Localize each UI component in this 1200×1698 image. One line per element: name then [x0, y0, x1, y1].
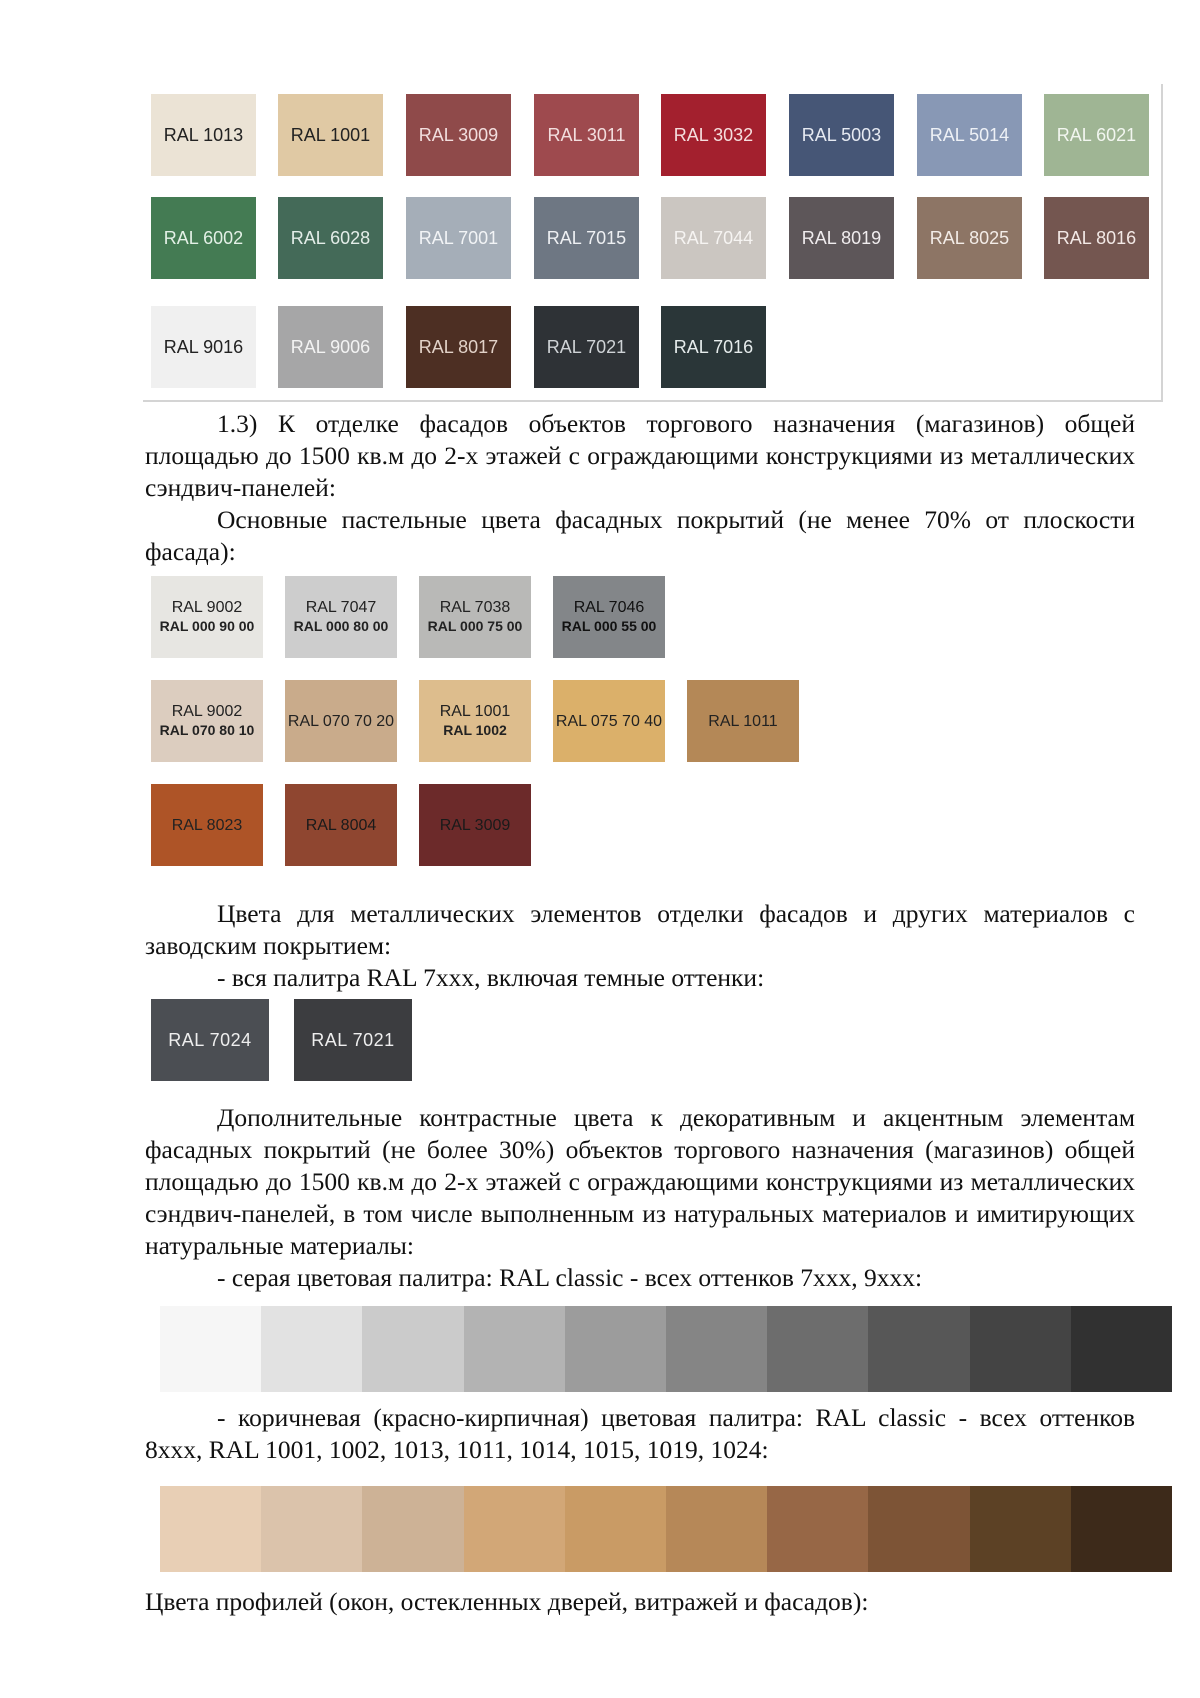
swatch-label: RAL 1011	[708, 712, 778, 730]
color-swatch	[151, 197, 256, 279]
gradient-segment	[767, 1486, 868, 1572]
gradient-segment	[1071, 1486, 1172, 1572]
swatch-sublabel: RAL 000 75 00	[427, 618, 523, 634]
swatch-label: RAL 6028	[290, 227, 371, 248]
swatch-label: RAL 1013	[163, 124, 244, 145]
swatch-label: RAL 7024	[168, 1029, 252, 1050]
gradient-segment	[362, 1306, 463, 1392]
swatch-label: RAL 9016	[163, 336, 244, 357]
color-swatch	[406, 306, 511, 388]
paragraph-metal-elements: Цвета для металлических элементов отделки фасадов и других материалов с заводским покрытием:	[145, 899, 1135, 960]
swatch-label: RAL 7046	[573, 599, 645, 616]
swatch-label: RAL 5014	[929, 124, 1010, 145]
color-swatch	[151, 999, 269, 1081]
gradient-segment	[666, 1486, 767, 1572]
grey-gradient-strip	[160, 1306, 1172, 1392]
swatch-label: RAL 6021	[1056, 124, 1137, 145]
color-swatch	[285, 576, 397, 658]
color-swatch	[406, 197, 511, 279]
color-swatch	[151, 306, 256, 388]
color-swatch	[661, 94, 766, 176]
gradient-segment	[970, 1486, 1071, 1572]
swatch-label: RAL 7047	[305, 599, 377, 616]
color-swatch	[278, 306, 383, 388]
color-swatch	[534, 306, 639, 388]
gradient-segment	[362, 1486, 463, 1572]
swatch-label: RAL 7021	[311, 1029, 395, 1050]
gradient-segment	[261, 1306, 362, 1392]
swatch-label: RAL 7044	[673, 227, 754, 248]
swatch-label: RAL 070 70 20	[287, 712, 395, 730]
swatch-label: RAL 3032	[673, 124, 754, 145]
swatch-label: RAL 3011	[547, 124, 626, 145]
gradient-segment	[565, 1486, 666, 1572]
swatch-label: RAL 8019	[801, 227, 882, 248]
swatch-label: RAL 9002	[171, 599, 243, 616]
color-swatch	[278, 197, 383, 279]
swatch-label: RAL 8016	[1056, 227, 1137, 248]
color-swatch	[151, 94, 256, 176]
swatch-label: RAL 3009	[418, 124, 499, 145]
color-swatch	[285, 784, 397, 866]
line-grey-palette: - серая цветовая палитра: RAL classic - всех оттенков 7xxx, 9xxx:	[217, 1263, 923, 1292]
swatch-sublabel: RAL 000 90 00	[159, 618, 255, 634]
color-swatch	[419, 680, 531, 762]
color-swatch	[553, 576, 665, 658]
gradient-segment	[160, 1486, 261, 1572]
color-swatch	[661, 197, 766, 279]
line-profile-colors: Цвета профилей (окон, остекленных дверей, витражей и фасадов):	[145, 1587, 869, 1616]
swatch-label: RAL 9002	[171, 703, 243, 720]
swatch-sublabel: RAL 070 80 10	[159, 722, 255, 738]
gradient-segment	[464, 1486, 565, 1572]
swatch-sublabel: RAL 000 55 00	[561, 618, 657, 634]
paragraph-main-colors: Основные пастельные цвета фасадных покрытий (не менее 70% от плоскости фасада):	[145, 505, 1135, 566]
gradient-segment	[261, 1486, 362, 1572]
color-swatch	[661, 306, 766, 388]
gradient-segment	[868, 1486, 969, 1572]
color-swatch	[1044, 94, 1149, 176]
gradient-segment	[970, 1306, 1071, 1392]
color-swatch	[151, 576, 263, 658]
paragraph-brown-palette: - коричневая (красно-кирпичная) цветовая палитра: RAL classic - всех оттенков 8xxx, RAL 1001, 1002, 1013, 1011, 1014, 1015, 1019, 1024:	[145, 1403, 1135, 1464]
color-swatch	[553, 680, 665, 762]
swatch-label: RAL 8023	[171, 816, 243, 834]
color-swatch	[419, 576, 531, 658]
swatch-label: RAL 9006	[290, 336, 371, 357]
color-swatch	[687, 680, 799, 762]
swatch-label: RAL 7015	[546, 227, 627, 248]
paragraph-1-3: 1.3) К отделке фасадов объектов торгового назначения (магазинов) общей площадью до 1500 кв.м до 2-х этажей с ограждающими конструкциями из металлических сэндвич-панелей:	[145, 409, 1135, 502]
swatch-label: RAL 3009	[439, 816, 511, 834]
color-swatch	[534, 197, 639, 279]
gradient-segment	[1071, 1306, 1172, 1392]
color-swatch	[294, 999, 412, 1081]
swatch-label: RAL 5003	[801, 124, 882, 145]
gradient-segment	[666, 1306, 767, 1392]
color-swatch	[917, 197, 1022, 279]
color-swatch	[419, 784, 531, 866]
color-swatch	[917, 94, 1022, 176]
gradient-segment	[565, 1306, 666, 1392]
swatch-label: RAL 1001	[439, 703, 511, 720]
gradient-segment	[767, 1306, 868, 1392]
gradient-segment	[160, 1306, 261, 1392]
swatch-label: RAL 8025	[929, 227, 1010, 248]
swatch-label: RAL 7021	[546, 336, 627, 357]
swatch-sublabel: RAL 000 80 00	[293, 618, 389, 634]
color-swatch	[406, 94, 511, 176]
color-swatch	[534, 94, 639, 176]
color-swatch	[151, 784, 263, 866]
gradient-segment	[464, 1306, 565, 1392]
color-swatch	[789, 94, 894, 176]
swatch-label: RAL 1001	[290, 124, 371, 145]
swatch-sublabel: RAL 1002	[443, 722, 507, 738]
line-ral-7xxx: - вся палитра RAL 7xxx, включая темные оттенки:	[217, 963, 765, 992]
color-swatch	[1044, 197, 1149, 279]
swatch-label: RAL 8017	[418, 336, 499, 357]
gradient-segment	[868, 1306, 969, 1392]
brown-gradient-strip	[160, 1486, 1172, 1572]
paragraph-additional-colors: Дополнительные контрастные цвета к декоративным и акцентным элементам фасадных покрытий (не более 30%) объектов торгового назначения (магазинов) общей площадью до 1500 кв.м до 2-х этажей с ограждающими конструкциями из металлических сэндвич-панелей, в том числе выполненным из натуральных материалов и имитирующих натуральные материалы:	[145, 1103, 1135, 1260]
swatch-label: RAL 8004	[305, 816, 377, 834]
swatch-label: RAL 075 70 40	[555, 712, 663, 730]
color-swatch	[789, 197, 894, 279]
swatch-label: RAL 7016	[673, 336, 754, 357]
color-swatch	[278, 94, 383, 176]
swatch-label: RAL 6002	[163, 227, 244, 248]
color-swatch	[151, 680, 263, 762]
swatch-label: RAL 7038	[439, 599, 511, 616]
color-swatch	[285, 680, 397, 762]
swatch-label: RAL 7001	[418, 227, 499, 248]
